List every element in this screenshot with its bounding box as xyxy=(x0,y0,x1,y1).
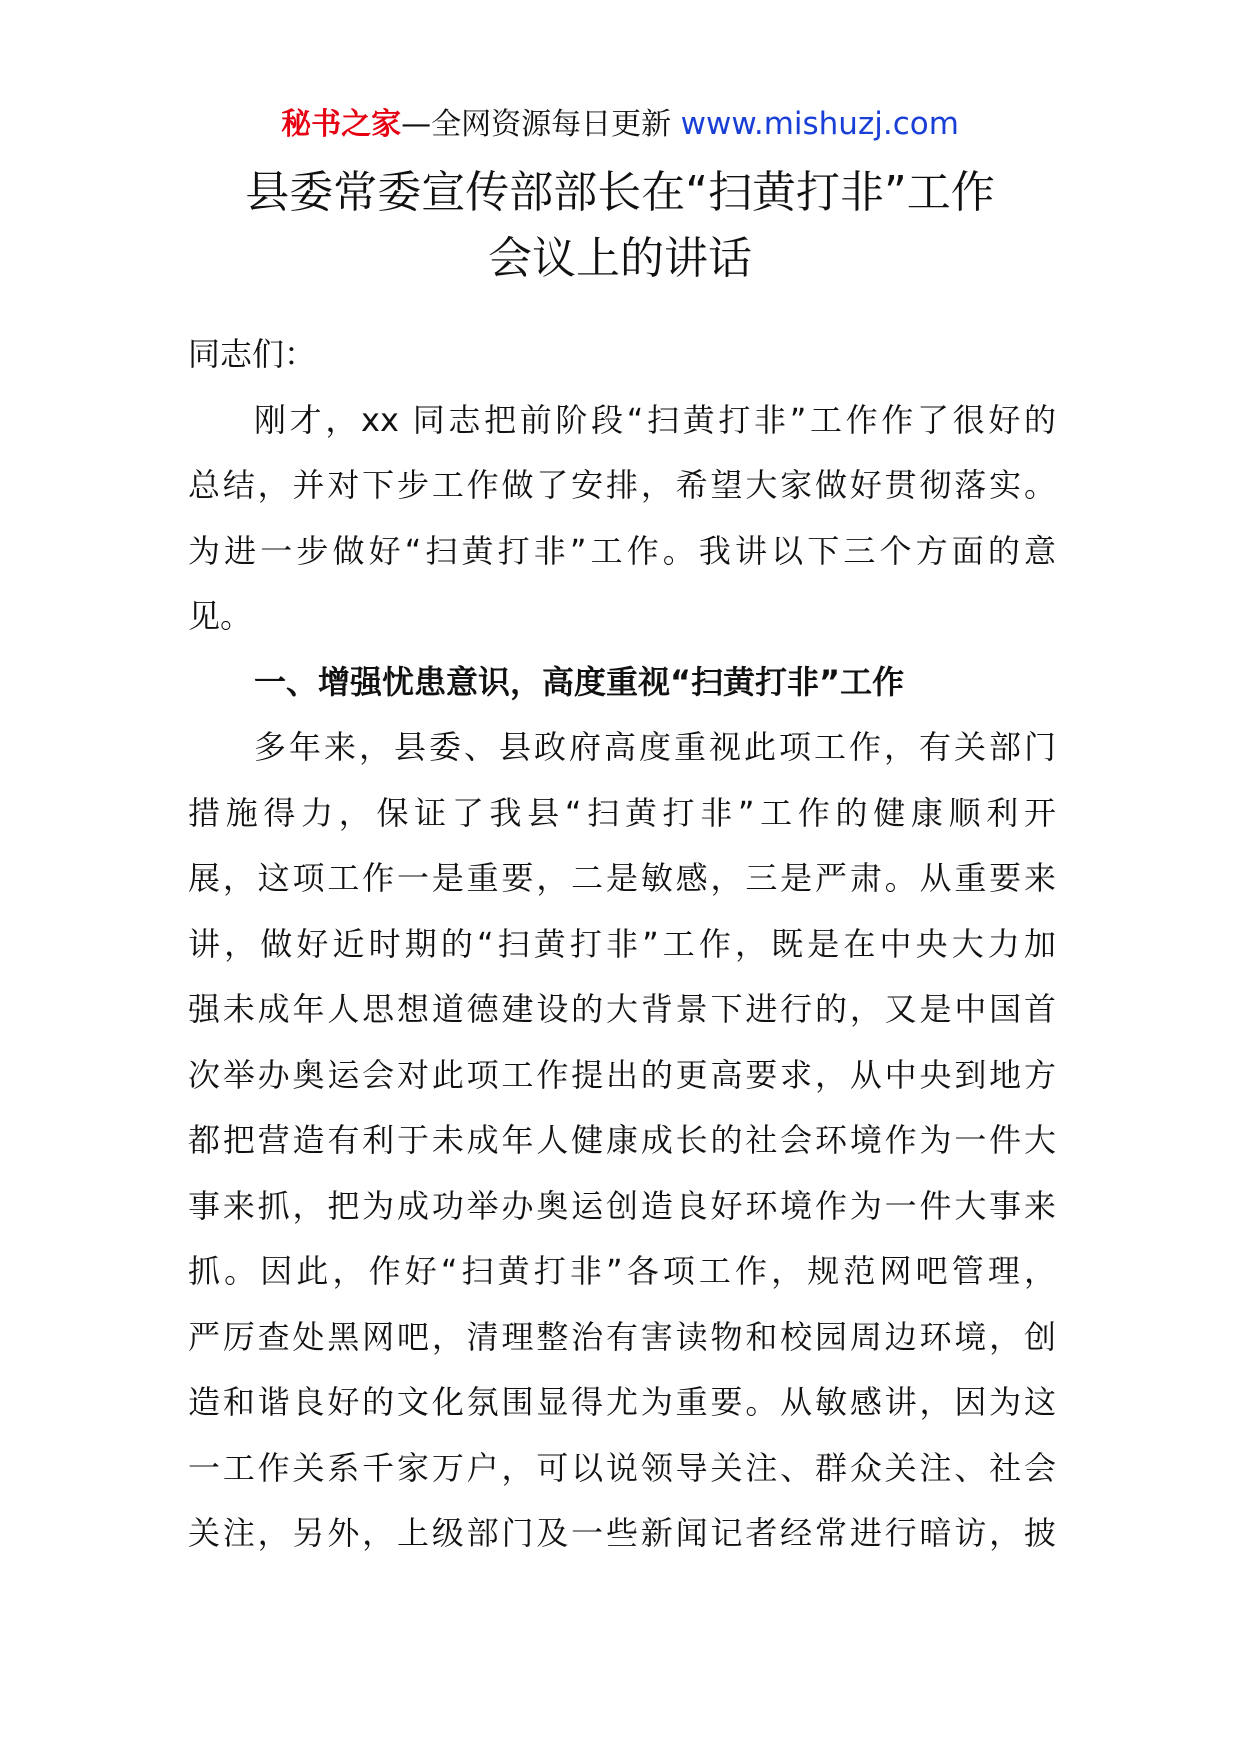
section-heading: 一、增强忧患意识，高度重视“扫黄打非”工作 xyxy=(254,662,905,701)
body-line: 都把营造有利于未成年人健康成长的社会环境作为一件大 xyxy=(188,1121,1056,1159)
body-line: 一工作关系千家万户，可以说领导关注、群众关注、社会 xyxy=(188,1448,1056,1487)
salutation: 同志们： xyxy=(188,335,317,373)
document-title-line-1: 县委常委宣传部部长在“扫黄打非”工作 xyxy=(245,167,995,218)
site-url-link[interactable]: www.mishuzj.com xyxy=(680,106,959,142)
body-line: 多年来，县委、县政府高度重视此项工作，有关部门 xyxy=(254,728,1056,766)
site-brand: 秘书之家 xyxy=(281,107,402,142)
document-title xyxy=(150,160,1090,292)
body-line: 次举办奥运会对此项工作提出的更高要求，从中央到地方 xyxy=(188,1055,1056,1094)
body-line: 抓。因此，作好“扫黄打非”各项工作，规范网吧管理， xyxy=(188,1252,1056,1290)
body-line: 讲，做好近时期的“扫黄打非”工作，既是在中央大力加 xyxy=(188,924,1056,963)
site-tagline: —全网资源每日更新 xyxy=(401,107,672,142)
body-line: 展，这项工作一是重要，二是敏感，三是严肃。从重要来 xyxy=(188,859,1056,897)
body-line: 强未成年人思想道德建设的大背景下进行的，又是中国首 xyxy=(188,990,1056,1028)
document-title-line-2: 会议上的讲话 xyxy=(488,233,752,284)
body-line: 造和谐良好的文化氛围显得尤为重要。从敏感讲，因为这 xyxy=(188,1383,1056,1421)
body-line: 为进一步做好“扫黄打非”工作。我讲以下三个方面的意 xyxy=(188,531,1056,570)
document-body xyxy=(188,322,1056,1567)
body-line: 刚才，xx 同志把前阶段“扫黄打非”工作作了很好的 xyxy=(254,400,1056,439)
body-line: 关注，另外，上级部门及一些新闻记者经常进行暗访，披 xyxy=(188,1514,1056,1552)
body-line: 总结，并对下步工作做了安排，希望大家做好贯彻落实。 xyxy=(188,466,1056,504)
site-header xyxy=(0,102,1240,147)
body-line: 严厉查处黑网吧，清理整治有害读物和校园周边环境，创 xyxy=(188,1317,1056,1356)
body-line: 见。 xyxy=(188,597,253,635)
body-line: 措施得力，保证了我县“扫黄打非”工作的健康顺利开 xyxy=(188,793,1056,832)
body-line: 事来抓，把为成功举办奥运创造良好环境作为一件大事来 xyxy=(188,1186,1056,1225)
